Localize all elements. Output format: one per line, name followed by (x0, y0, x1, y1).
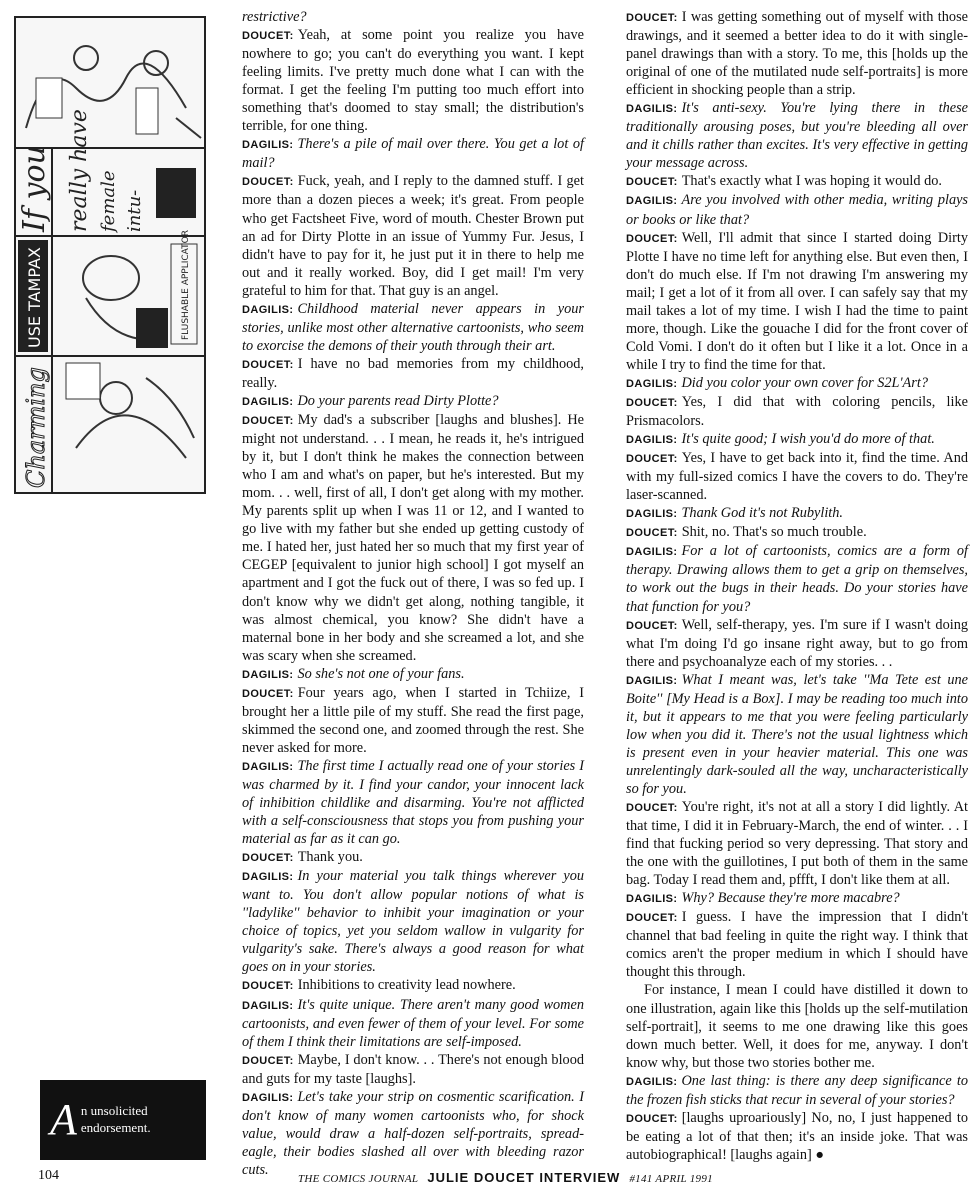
interview-paragraph (626, 374, 968, 393)
interview-paragraph (626, 393, 968, 430)
interview-paragraph (242, 172, 584, 299)
interview-paragraph (242, 996, 584, 1051)
speaker-label: DAGILIS: (242, 760, 294, 773)
paragraph-text: I guess. I have the impression that I didn't channel that bad feeling in quite the right way. I think that comics aren't the proper medium in which I should have thought this through. (626, 909, 968, 981)
paragraph-text: I have no bad memories from my childhood, really. (242, 355, 584, 391)
speaker-label: DOUCET: (626, 396, 678, 409)
interview-paragraph (626, 430, 968, 449)
speaker-label: DOUCET: (626, 1112, 678, 1125)
paragraph-text: Well, self-therapy, yes. I'm sure if I wasn't doing what I'm doing I'd go insane right away, but to go from there and psychoanalyze each of my stories. . . (626, 616, 968, 670)
interview-paragraph (626, 504, 968, 523)
paragraph-text: Fuck, yeah, and I reply to the damned stuff. I get more than a dozen pieces a week; it's great. From people who get Factsheet Five, word of mouth. Chester Brown put an ad for Dirty Plotte in an issue of Yummy Fur. Jesus, I didn't have to pay for it, he just put it in there to help me out and it really worked. Boy, did I get mail! I'm very grateful to him for that. That guy is an angel. (242, 173, 584, 299)
paragraph-text: Maybe, I don't know. . . There's not enough blood and guts for my taste [laughs]. (242, 1051, 584, 1087)
interview-paragraph (242, 26, 584, 135)
comic-strip-illustration (14, 16, 206, 494)
paragraph-text: There's a pile of mail over there. You get a lot of mail? (242, 136, 584, 172)
speaker-label: DAGILIS: (626, 1075, 678, 1088)
interview-paragraph (242, 1051, 584, 1088)
svg-text:Charming: Charming (22, 367, 50, 488)
svg-text:intu-: intu- (124, 189, 145, 232)
speaker-label: DAGILIS: (242, 668, 294, 681)
paragraph-text: Why? Because they're more macabre? (681, 890, 900, 907)
interview-paragraph (626, 172, 968, 191)
speaker-label: DAGILIS: (242, 871, 294, 884)
page-number: 104 (38, 1168, 59, 1183)
interview-paragraph (626, 229, 968, 374)
interview-paragraph (242, 411, 584, 665)
speaker-label: DOUCET: (626, 453, 678, 466)
interview-paragraph (242, 135, 584, 172)
speaker-label: DOUCET: (626, 619, 678, 632)
interview-paragraph (242, 665, 584, 684)
paragraph-text: It's anti-sexy. You're lying there in these traditionally arousing poses, but you're bleeding all over and it chills rather than excites. It's very effective in getting your message across. (626, 100, 968, 172)
svg-text:If you: If you (17, 145, 52, 232)
speaker-label: DOUCET: (626, 12, 678, 24)
interview-paragraph (242, 1088, 584, 1179)
speaker-label: DAGILIS: (626, 434, 678, 447)
sidebar-caption-box (40, 1080, 206, 1160)
svg-text:really have: really have (67, 109, 92, 232)
interview-paragraph (242, 848, 584, 867)
paragraph-text: My dad's a subscriber [laughs and blushes]. He might not understand. . . I mean, he reads it, he's intrigued by it, but I don't think he makes the connection between who I am and what's on paper, but he's interested. But my mom. . . well, first of all, I don't get along with my mother. My parents split up when I was 11 or 12, and I wanted to go live with my father but she ended up getting custody of me. I hated her, just hated her so much that my first year of CEGEP [equivalent to junior high school] I got myself an apartment and I got the fuck out of there, I was so fed up. I don't know why we didn't get along, nothing tangible, it was almost chemical, you know? She didn't have a maternal bone in her body and she screamed a lot, and she was scary when she screamed. (242, 412, 584, 664)
interview-paragraph (626, 523, 968, 542)
running-footer (298, 1170, 713, 1185)
interview-paragraph (242, 976, 584, 995)
interview-paragraph (626, 1109, 968, 1164)
paragraph-text: The first time I actually read one of your stories I was charmed by it. I find your candor, your innocent lack of inhibition childlike and disarming. You're not afflicted with a self-consciousness that stops you from pushing your material as far as it can go. (242, 757, 584, 848)
speaker-label: DOUCET: (242, 358, 294, 371)
paragraph-text: In your material you talk things wherever you want to. You don't allow popular notions of what is ''ladylike'' behavior to inhibit your imagination or your choice of topics, yet you seldom wallow in vulgarity for vulgarity's sake. There's always a good reason for what goes on in your stories. (242, 868, 584, 976)
interview-paragraph (242, 392, 584, 411)
speaker-label: DOUCET: (242, 980, 294, 993)
paragraph-text: One last thing: is there any deep significance to the frozen fish sticks that recur in several of your stories? (626, 1072, 968, 1108)
paragraph-text: Thank God it's not Rubylith. (681, 505, 843, 522)
interview-paragraph (242, 867, 584, 976)
speaker-label: DOUCET: (242, 176, 294, 189)
interview-paragraph (242, 300, 584, 355)
speaker-label: DAGILIS: (626, 508, 678, 521)
paragraph-text: Thank you. (297, 849, 363, 866)
interview-paragraph (626, 671, 968, 798)
paragraph-text: I was getting something out of myself with those drawings, and it seemed a better idea to do it with single-panel drawings than with a story. To me, this [holds up the original of one of the mutilated nude self-portraits] is more efficient in shocking people than a strip. (626, 9, 968, 99)
paragraph-text: Shit, no. That's so much trouble. (681, 524, 867, 541)
sidebar-caption-text (81, 1103, 151, 1137)
interview-paragraph (626, 908, 968, 981)
svg-text:female: female (98, 170, 119, 232)
speaker-label: DAGILIS: (626, 546, 678, 559)
article-column-right (626, 8, 968, 1164)
paragraph-text: For instance, I mean I could have distilled it down to one illustration, again like this [holds up the self-mutilation self-portrait], it seems to me one drawing like this goes down much better. Well, it does for me, anyway. I don't know why, but those two stories bother me. (626, 982, 968, 1071)
footer-journal: THE COMICS JOURNAL (298, 1173, 419, 1185)
paragraph-text: Well, I'll admit that since I started doing Dirty Plotte I have no time left for anything else. But even then, I don't do much else. If I'm not drawing I'm answering my mail; I get a lot of it from all over. I can safely say that my mail takes a lot of my time. I wish I had the time to paint more, though. Like the gouache I did for the front cover of Cold Vomi. I don't do it often but I like it a lot. Once in a while I try to find the time for that. (626, 229, 968, 373)
paragraph-text: It's quite good; I wish you'd do more of that. (681, 431, 935, 448)
paragraph-text: Let's take your strip on cosmentic scarification. I don't know of many women cartoonists who, for shock value, would draw a half-dozen self-portraits, spread-eagle, their bodies slashed all over with bleeding razor cuts. (242, 1088, 584, 1178)
footer-issue: #141 APRIL 1991 (629, 1173, 713, 1185)
article-column-left (242, 8, 584, 1179)
speaker-label: DOUCET: (242, 30, 294, 43)
paragraph-text: It's quite unique. There aren't many good women cartoonists, and even fewer of them of your level. For some of them I think their limitations are self-imposed. (242, 996, 584, 1050)
paragraph-text: Inhibitions to creativity lead nowhere. (297, 977, 516, 994)
paragraph-text: [laughs uproariously] No, no, I just happened to be eating a lot of that then; it's an inside joke. That was autobiographical! [laughs again] ● (626, 1109, 968, 1163)
interview-paragraph (626, 99, 968, 172)
speaker-label: DAGILIS: (626, 893, 678, 906)
paragraph-text: Four years ago, when I started in Tchiize, I brought her a little pile of my stuff. She read the first page, skimmed the second one, and zoomed through the rest. She never asked for more. (242, 684, 584, 756)
speaker-label: DAGILIS: (242, 303, 294, 316)
speaker-label: DOUCET: (626, 802, 678, 815)
paragraph-text: Did you color your own cover for S2L'Art? (681, 374, 928, 391)
speaker-label: DAGILIS: (242, 395, 294, 408)
speaker-label: DOUCET: (242, 687, 294, 700)
interview-paragraph (626, 191, 968, 228)
svg-text:USE TAMPAX: USE TAMPAX (25, 247, 44, 348)
interview-paragraph (626, 889, 968, 908)
interview-paragraph (626, 981, 968, 1071)
speaker-label: DOUCET: (242, 1054, 294, 1067)
sidebar-caption-line1: n unsolicited (80, 1103, 148, 1119)
paragraph-text: Are you involved with other media, writing plays or books or like that? (626, 192, 968, 228)
speaker-label: DOUCET: (242, 415, 294, 428)
paragraph-text: Do your parents read Dirty Plotte? (297, 392, 499, 409)
svg-text:FLUSHABLE APPLICATOR: FLUSHABLE APPLICATOR (181, 230, 191, 340)
interview-paragraph (626, 542, 968, 615)
footer-title: JULIE DOUCET INTERVIEW (427, 1170, 621, 1185)
paragraph-text: For a lot of cartoonists, comics are a form of therapy. Drawing allows them to get a grip on themselves, to work out the bugs in their heads. Do your stories have that function for you? (626, 543, 968, 615)
speaker-label: DAGILIS: (242, 999, 294, 1012)
paragraph-text: That's exactly what I was hoping it would do. (681, 173, 942, 190)
interview-paragraph (242, 684, 584, 757)
speaker-label: DAGILIS: (626, 195, 678, 208)
comic-drawing (16, 18, 204, 492)
paragraph-text: What I meant was, let's take ''Ma Tete est une Boite'' [My Head is a Box]. I may be reading too much into it, but it appears to me that you were feeling particularly low when you did it. There's not the usual lightness which is present even in your heavier material. This one was unrelentingly dark-souled all the way, uncharacteristically so for you. (626, 671, 968, 797)
interview-paragraph (242, 757, 584, 848)
speaker-label: DOUCET: (626, 232, 678, 245)
interview-paragraph (242, 355, 584, 392)
interview-paragraph (626, 616, 968, 671)
speaker-label: DOUCET: (626, 176, 678, 189)
paragraph-text: restrictive? (242, 9, 307, 25)
interview-paragraph (626, 8, 968, 99)
speaker-label: DAGILIS: (242, 139, 294, 152)
speaker-label: DAGILIS: (626, 377, 678, 390)
interview-paragraph (626, 1072, 968, 1109)
speaker-label: DAGILIS: (626, 674, 678, 687)
speaker-label: DAGILIS: (242, 1091, 294, 1104)
paragraph-text: You're right, it's not at all a story I did lightly. At that time, I did it in February-March, the end of winter. . . I find that fucking period so very depressing. That story and the one with the guillotines, I put both of them in the same bag. Today I read them and, pffft, I don't like them at all. (626, 799, 968, 889)
interview-paragraph (626, 449, 968, 504)
paragraph-text: Childhood material never appears in your stories, unlike most other alternative cartoonists, who seem to exorcise the demons of their youth through their art. (242, 300, 584, 354)
interview-paragraph (242, 8, 584, 26)
speaker-label: DOUCET: (626, 912, 678, 925)
paragraph-text: Yeah, at some point you realize you have nowhere to go; you can't do everything you want. I kept feeling limits. I've pretty much done what I can with the format. I get the feeling I'm putting too much effort into something that's doomed to stay small; the distribution's terrible, for one thing. (242, 27, 584, 135)
interview-paragraph (626, 798, 968, 889)
sidebar-initial: A (50, 1095, 77, 1144)
speaker-label: DAGILIS: (626, 103, 678, 116)
speaker-label: DOUCET: (242, 852, 294, 865)
paragraph-text: So she's not one of your fans. (297, 665, 465, 682)
speaker-label: DOUCET: (626, 527, 678, 540)
paragraph-text: Yes, I have to get back into it, find the time. And with my full-sized comics I have the covers to do. They're laser-scanned. (626, 450, 968, 504)
sidebar-caption-line2: endorsement. (80, 1120, 151, 1135)
paragraph-text: Yes, I did that with coloring pencils, like Prismacolors. (626, 393, 968, 430)
